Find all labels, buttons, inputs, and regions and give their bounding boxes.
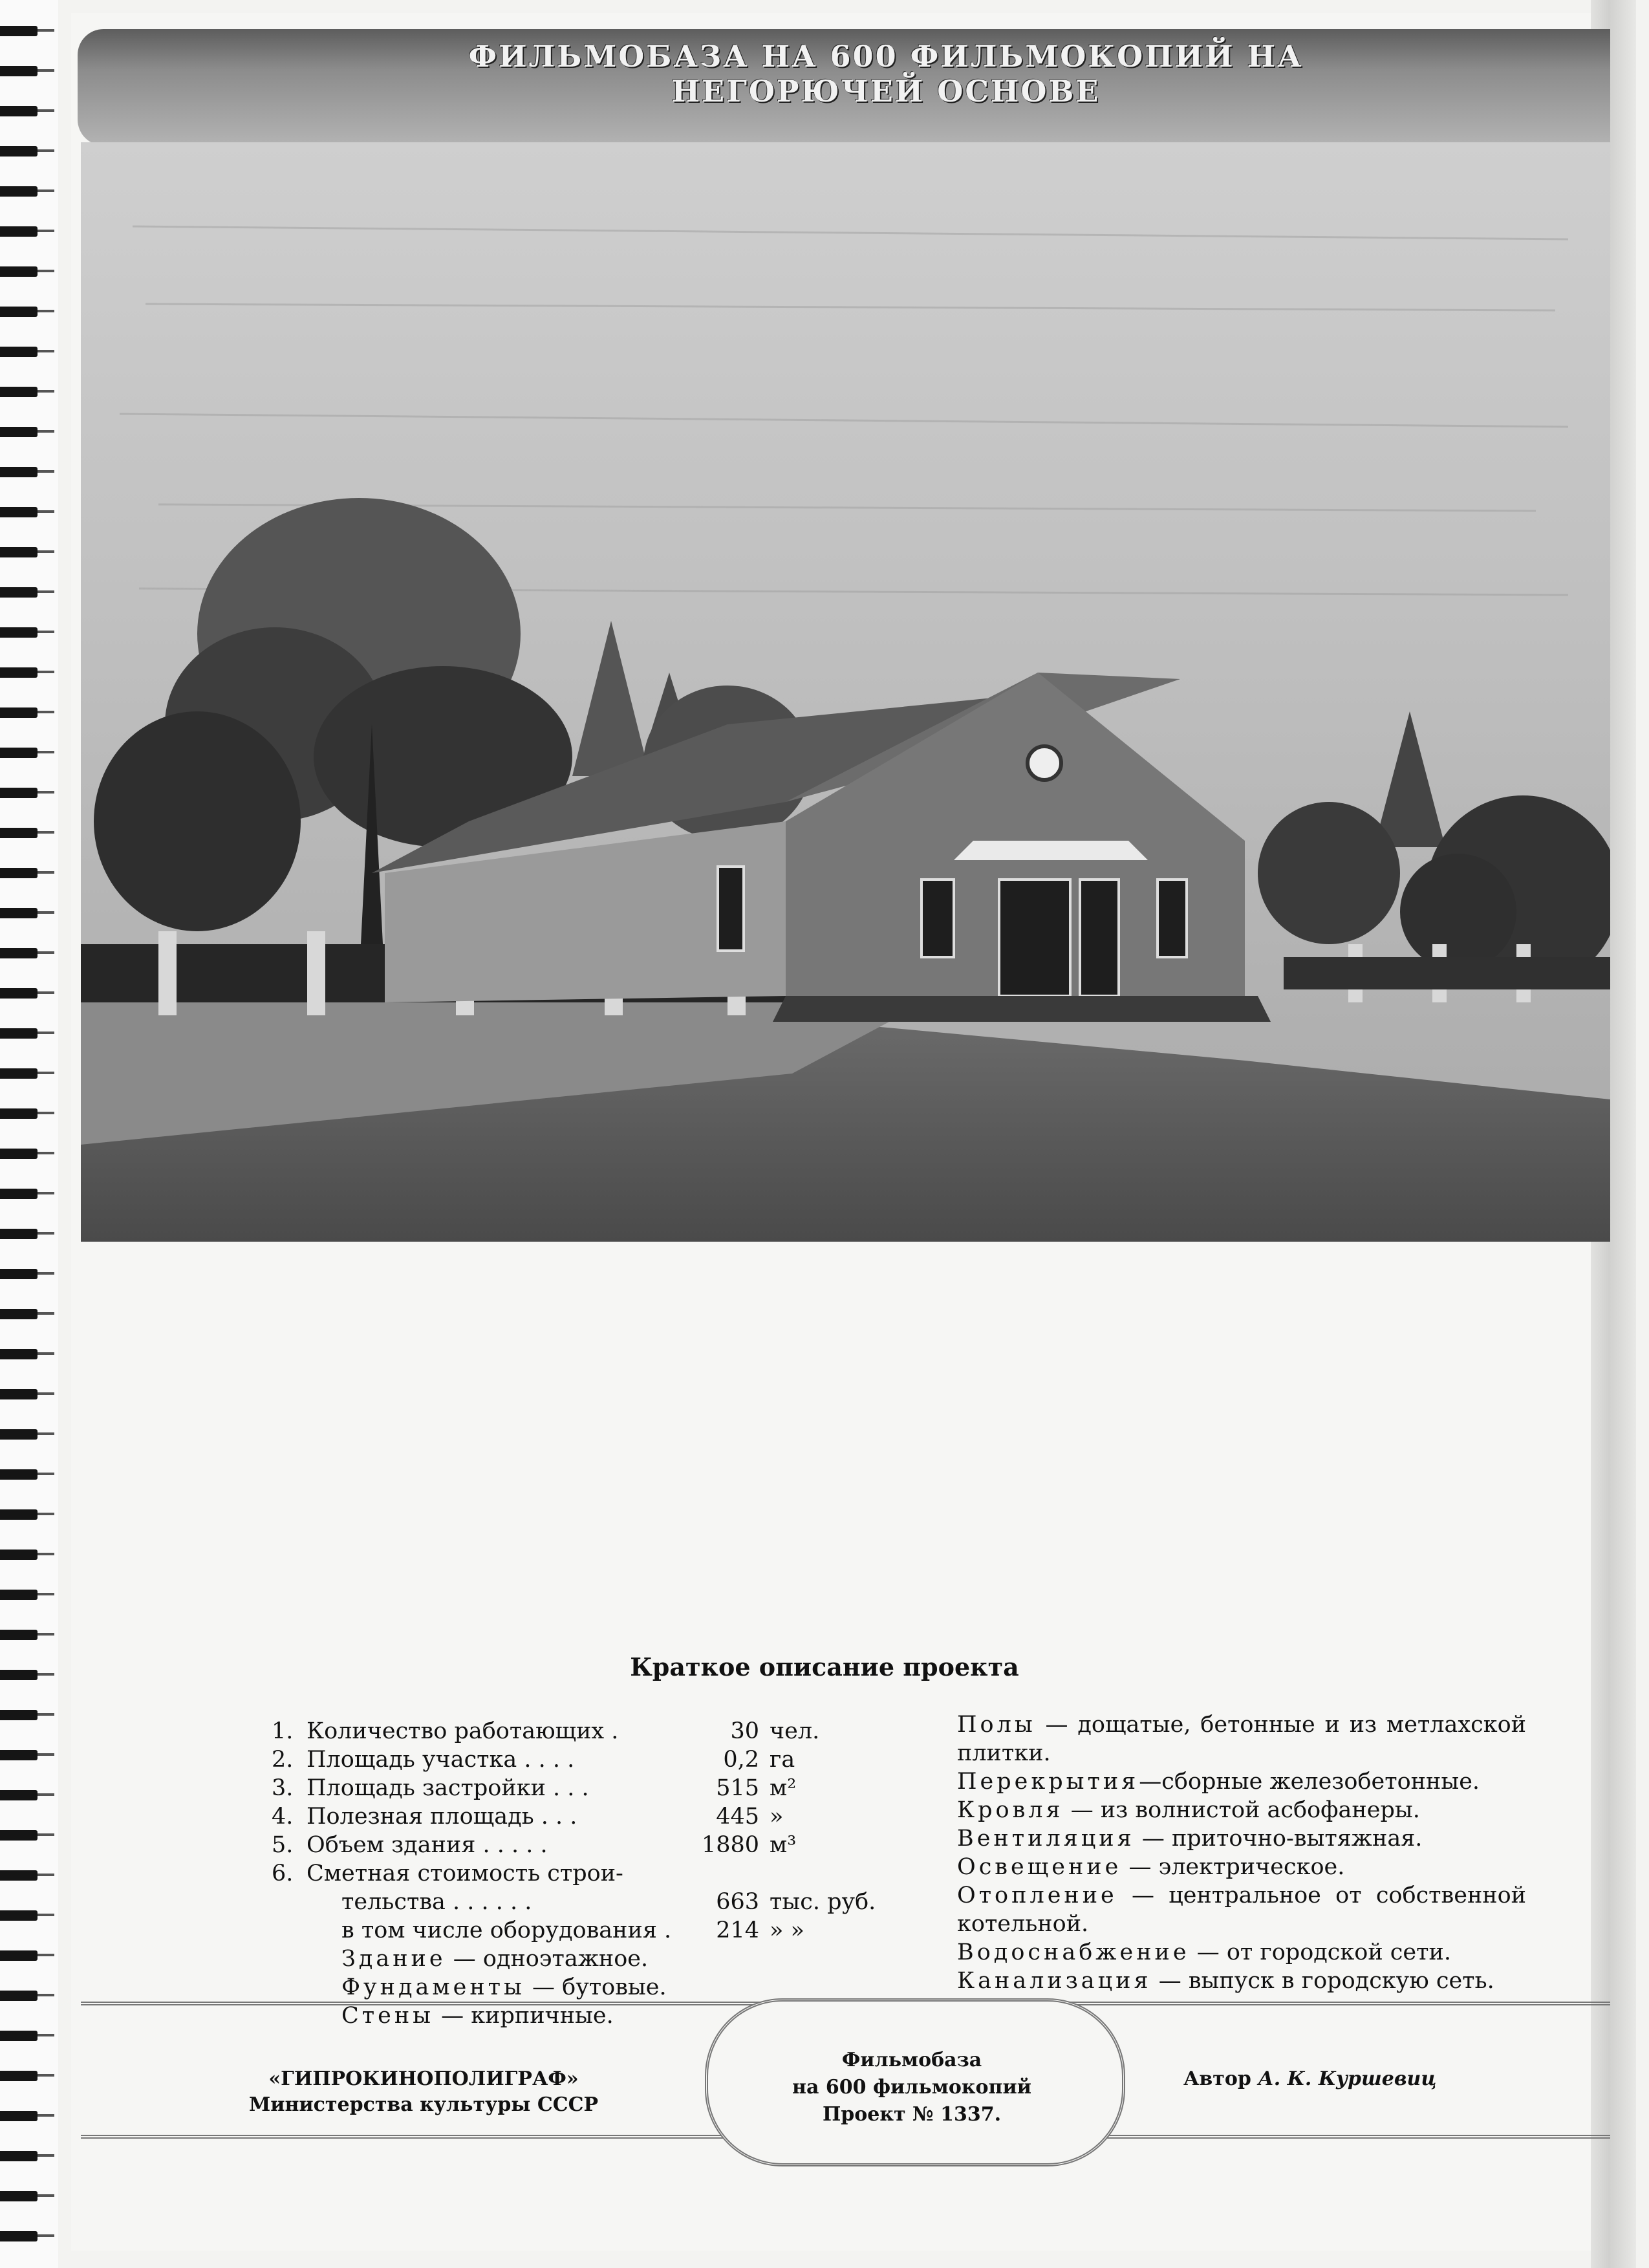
- paragraph-text: — из волнистой асбофанеры.: [1063, 1797, 1420, 1823]
- construction-paragraph: [272, 1945, 918, 1973]
- binding-ring: [0, 1149, 38, 1159]
- paragraph-term: Перекрытия: [957, 1769, 1139, 1795]
- spec-label: Сметная стоимость строи-: [307, 1861, 623, 1886]
- binding-ring: [0, 1349, 38, 1359]
- spec-row: [272, 1774, 918, 1802]
- binding-ring: [0, 2191, 38, 2201]
- spec-label: Площадь застройки . . .: [307, 1775, 589, 1801]
- construction-paragraph: [957, 1938, 1526, 1967]
- paragraph-text: — одноэтажное.: [446, 1946, 649, 1972]
- binding-ring: [0, 226, 38, 237]
- spec-label: Объем здания . . . . .: [307, 1832, 548, 1858]
- binding-ring: [0, 1429, 38, 1440]
- binding-ring: [0, 1590, 38, 1600]
- binding-ring: [0, 1028, 38, 1039]
- spec-number: 4.: [272, 1804, 294, 1830]
- spec-value: [688, 1859, 759, 1888]
- binding-ring: [0, 1710, 38, 1720]
- spec-row: [272, 1745, 918, 1774]
- binding-ring: [0, 146, 38, 157]
- spec-value: 515: [716, 1775, 759, 1801]
- binding-ring: [0, 266, 38, 277]
- paragraph-text: — бутовые.: [524, 1974, 667, 2000]
- paragraph-text: — от городской сети.: [1189, 1939, 1451, 1965]
- spec-label: Площадь участка . . . .: [307, 1747, 575, 1773]
- paragraph-term: Фундаменты: [341, 1974, 525, 2000]
- spec-number: 6.: [272, 1861, 294, 1886]
- paragraph-term: Полы: [957, 1712, 1036, 1738]
- construction-paragraph: [272, 1973, 918, 2002]
- paragraph-term: Освещение: [957, 1854, 1122, 1880]
- binding-ring: [0, 387, 38, 397]
- author-label: Автор: [1183, 2068, 1258, 2090]
- binding-ring: [0, 2231, 38, 2241]
- construction-details: [957, 1711, 1526, 1995]
- binding-ring: [0, 467, 38, 477]
- binding-ring: [0, 1269, 38, 1279]
- construction-paragraph: [957, 1767, 1526, 1796]
- building-perspective-drawing: [81, 142, 1610, 1242]
- spec-unit: га: [770, 1747, 795, 1773]
- binding-ring: [0, 106, 38, 116]
- spec-number: [272, 1916, 307, 1945]
- binding-ring: [0, 186, 38, 197]
- construction-paragraph: [957, 1796, 1526, 1824]
- binding-ring: [0, 1509, 38, 1520]
- binding-ring: [0, 667, 38, 678]
- binding-ring: [0, 1870, 38, 1881]
- paragraph-text: — электрическое.: [1121, 1854, 1345, 1880]
- binding-ring: [0, 1189, 38, 1199]
- spec-number: 5.: [272, 1832, 294, 1858]
- binding-ring: [0, 66, 38, 76]
- spec-value: 445: [716, 1804, 759, 1830]
- paragraph-term: Кровля: [957, 1797, 1064, 1823]
- binding-ring: [0, 1630, 38, 1640]
- project-number: Проект № 1337.: [822, 2103, 1002, 2126]
- paragraph-term: Отопление: [957, 1883, 1117, 1908]
- round-window: [1028, 746, 1061, 780]
- paragraph-text: — выпуск в городскую сеть.: [1151, 1968, 1494, 1994]
- paragraph-term: Вентиляция: [957, 1826, 1135, 1852]
- spec-unit: м²: [770, 1775, 797, 1801]
- binding-ring: [0, 587, 38, 598]
- spec-unit: [759, 1859, 770, 1888]
- binding-ring: [0, 1550, 38, 1560]
- spec-label: Полезная площадь . . .: [307, 1804, 577, 1830]
- binding-ring: [0, 828, 38, 838]
- binding-ring: [0, 627, 38, 638]
- spec-unit: » »: [770, 1917, 804, 1943]
- spec-value: 30: [730, 1718, 759, 1744]
- project-block: [711, 2047, 1112, 2128]
- ministry-name: Министерства культуры СССР: [248, 2093, 599, 2116]
- binding-ring: [0, 1750, 38, 1760]
- spec-number: 3.: [272, 1775, 294, 1801]
- binding-ring: [0, 347, 38, 357]
- spec-value: 663: [716, 1889, 759, 1915]
- construction-paragraph: [957, 1967, 1526, 1995]
- paragraph-term: Канализация: [957, 1968, 1152, 1994]
- paragraph-term: Стены: [341, 2003, 435, 2029]
- spec-row: [272, 1717, 918, 1745]
- publisher-block: [213, 2066, 634, 2118]
- paragraph-text: — приточно-вытяжная.: [1134, 1826, 1423, 1852]
- spec-value: 214: [716, 1917, 759, 1943]
- author-name: А. К. Куршевиц: [1258, 2068, 1437, 2090]
- spec-label: тельства . . . . . .: [341, 1889, 532, 1915]
- binding-ring: [0, 2111, 38, 2121]
- binding-ring: [0, 1991, 38, 2001]
- spec-label: Количество работающих .: [307, 1718, 619, 1744]
- binding-ring: [0, 427, 38, 437]
- description-heading: Краткое описание проекта: [630, 1652, 1019, 1681]
- binding-ring: [0, 2071, 38, 2081]
- construction-paragraph: [957, 1824, 1526, 1853]
- binding-ring: [0, 1910, 38, 1921]
- spec-row: [272, 1859, 918, 1888]
- spec-row: [272, 1802, 918, 1831]
- construction-paragraph: [957, 1853, 1526, 1881]
- binding-ring: [0, 748, 38, 758]
- binding-ring: [0, 1108, 38, 1119]
- page-title: ФИЛЬМОБАЗА НА 600 ФИЛЬМОКОПИЙ НА НЕГОРЮЧЕЙ ОСНОВЕ: [468, 39, 1304, 109]
- paragraph-text: — кирпичные.: [434, 2003, 614, 2029]
- spec-value: 1880: [701, 1832, 759, 1858]
- author-block: [1183, 2066, 1571, 2092]
- spec-label: в том числе оборудования .: [341, 1917, 672, 1943]
- binding-ring: [0, 948, 38, 958]
- entrance-canopy: [954, 841, 1148, 860]
- project-subtitle: на 600 фильмокопий: [792, 2076, 1031, 2099]
- spec-unit: чел.: [770, 1718, 820, 1744]
- binding-ring: [0, 988, 38, 999]
- spec-number: 1.: [272, 1718, 294, 1744]
- spec-value: 0,2: [723, 1747, 759, 1773]
- paragraph-text: —сборные железобетонные.: [1139, 1769, 1480, 1795]
- binding-ring: [0, 1790, 38, 1800]
- spec-number: 2.: [272, 1747, 294, 1773]
- binding-ring: [0, 868, 38, 878]
- construction-paragraph: [957, 1881, 1526, 1938]
- spec-number: [272, 1888, 307, 1916]
- paragraph-text: — центральное от собственной котельной.: [957, 1883, 1526, 1937]
- binding-ring: [0, 1229, 38, 1239]
- binding-ring: [0, 908, 38, 918]
- binding-ring: [0, 1950, 38, 1961]
- binding-ring: [0, 547, 38, 557]
- binding-ring: [0, 2151, 38, 2161]
- binding-ring: [0, 1309, 38, 1319]
- spiral-binding: [0, 0, 58, 2268]
- spec-unit: тыс. руб.: [770, 1889, 876, 1915]
- binding-ring: [0, 1469, 38, 1480]
- binding-ring: [0, 507, 38, 517]
- paragraph-term: Здание: [341, 1946, 446, 1972]
- spec-row: [272, 1831, 918, 1859]
- spec-unit: »: [770, 1804, 784, 1830]
- project-title: Фильмобаза: [841, 2049, 982, 2071]
- spec-row: [272, 1888, 918, 1916]
- spec-unit: м³: [770, 1832, 797, 1858]
- binding-ring: [0, 788, 38, 798]
- paragraph-text: — дощатые, бетонные и из метлахской плитки.: [957, 1712, 1526, 1766]
- binding-ring: [0, 1068, 38, 1079]
- binding-ring: [0, 1830, 38, 1841]
- binding-ring: [0, 1389, 38, 1399]
- binding-ring: [0, 307, 38, 317]
- binding-ring: [0, 26, 38, 36]
- binding-ring: [0, 2031, 38, 2041]
- binding-ring: [0, 707, 38, 718]
- building-plinth: [773, 996, 1271, 1022]
- construction-paragraph: [957, 1711, 1526, 1767]
- spec-list: [272, 1717, 918, 2030]
- spec-row: [272, 1916, 918, 1945]
- paragraph-term: Водоснабжение: [957, 1939, 1190, 1965]
- publisher-name: «ГИПРОКИНОПОЛИГРАФ»: [268, 2068, 579, 2090]
- building-drawing-svg: [81, 142, 1610, 1242]
